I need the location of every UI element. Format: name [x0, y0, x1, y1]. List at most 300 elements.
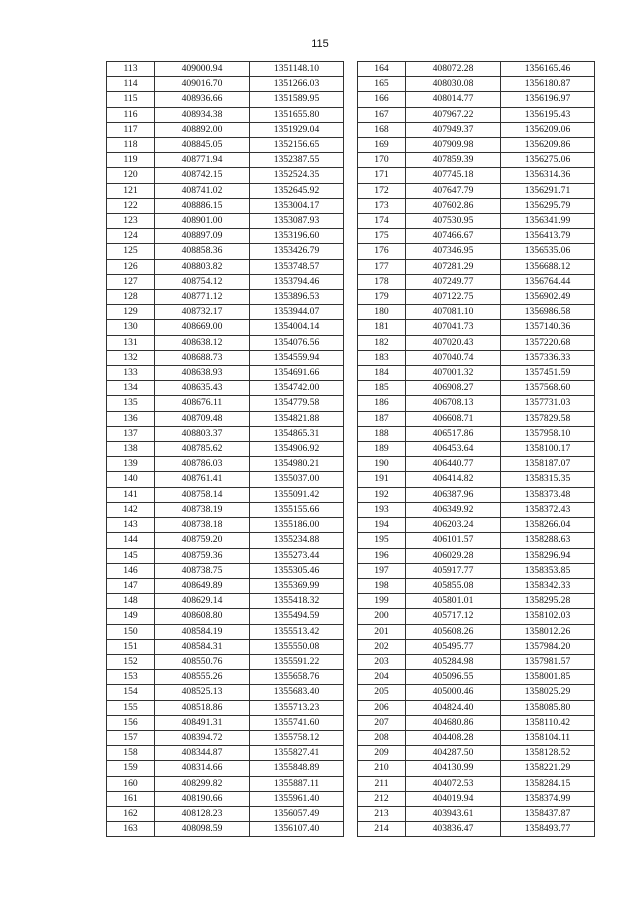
y-coordinate-cell: 1357336.33	[501, 350, 595, 365]
table-row	[358, 274, 595, 289]
y-coordinate-cell: 1356057.49	[250, 806, 344, 821]
y-coordinate-cell: 1351266.03	[250, 77, 344, 92]
point-number-cell: 150	[107, 624, 155, 639]
table-row	[107, 685, 344, 700]
y-coordinate-cell: 1354779.58	[250, 396, 344, 411]
point-number-cell: 152	[107, 654, 155, 669]
table-row	[358, 624, 595, 639]
y-coordinate-cell: 1358315.35	[501, 472, 595, 487]
y-coordinate-cell: 1357568.60	[501, 381, 595, 396]
x-coordinate-cell: 408858.36	[155, 244, 250, 259]
y-coordinate-cell: 1355713.23	[250, 700, 344, 715]
y-coordinate-cell: 1358296.94	[501, 548, 595, 563]
y-coordinate-cell: 1356413.79	[501, 229, 595, 244]
y-coordinate-cell: 1356195.43	[501, 107, 595, 122]
x-coordinate-cell: 408786.03	[155, 457, 250, 472]
x-coordinate-cell: 407281.29	[406, 259, 501, 274]
point-number-cell: 136	[107, 411, 155, 426]
y-coordinate-cell: 1358221.29	[501, 761, 595, 776]
x-coordinate-cell: 404680.86	[406, 715, 501, 730]
y-coordinate-cell: 1354559.94	[250, 350, 344, 365]
table-row	[107, 153, 344, 168]
table-row	[358, 806, 595, 821]
y-coordinate-cell: 1351655.80	[250, 107, 344, 122]
table-row	[358, 138, 595, 153]
x-coordinate-cell: 408518.86	[155, 700, 250, 715]
x-coordinate-cell: 408803.37	[155, 426, 250, 441]
table-row	[358, 548, 595, 563]
point-number-cell: 190	[358, 457, 406, 472]
point-number-cell: 153	[107, 670, 155, 685]
table-row	[358, 761, 595, 776]
table-row	[358, 411, 595, 426]
table-row	[358, 700, 595, 715]
point-number-cell: 169	[358, 138, 406, 153]
x-coordinate-cell: 408525.13	[155, 685, 250, 700]
x-coordinate-cell: 406203.24	[406, 518, 501, 533]
x-coordinate-cell: 408709.48	[155, 411, 250, 426]
table-row	[358, 487, 595, 502]
y-coordinate-cell: 1355186.00	[250, 518, 344, 533]
point-number-cell: 133	[107, 366, 155, 381]
y-coordinate-cell: 1353196.60	[250, 229, 344, 244]
y-coordinate-cell: 1358104.11	[501, 730, 595, 745]
y-coordinate-cell: 1355273.44	[250, 548, 344, 563]
y-coordinate-cell: 1355758.12	[250, 730, 344, 745]
y-coordinate-cell: 1356295.79	[501, 198, 595, 213]
table-row	[358, 320, 595, 335]
point-number-cell: 196	[358, 548, 406, 563]
table-row	[358, 183, 595, 198]
x-coordinate-cell: 408761.41	[155, 472, 250, 487]
point-number-cell: 205	[358, 685, 406, 700]
table-row	[358, 122, 595, 137]
x-coordinate-cell: 409000.94	[155, 62, 250, 77]
page-number: 115	[311, 38, 329, 50]
point-number-cell: 154	[107, 685, 155, 700]
table-row	[107, 624, 344, 639]
table-row	[107, 822, 344, 837]
point-number-cell: 199	[358, 594, 406, 609]
y-coordinate-cell: 1357981.57	[501, 654, 595, 669]
y-coordinate-cell: 1356535.06	[501, 244, 595, 259]
x-coordinate-cell: 405855.08	[406, 578, 501, 593]
point-number-cell: 198	[358, 578, 406, 593]
point-number-cell: 126	[107, 259, 155, 274]
x-coordinate-cell: 408629.14	[155, 594, 250, 609]
table-row	[358, 442, 595, 457]
y-coordinate-cell: 1356314.36	[501, 168, 595, 183]
y-coordinate-cell: 1355494.59	[250, 609, 344, 624]
y-coordinate-cell: 1357731.03	[501, 396, 595, 411]
table-row	[107, 244, 344, 259]
point-number-cell: 129	[107, 305, 155, 320]
table-row	[107, 259, 344, 274]
point-number-cell: 132	[107, 350, 155, 365]
y-coordinate-cell: 1356165.46	[501, 62, 595, 77]
table-row	[107, 426, 344, 441]
table-row	[107, 746, 344, 761]
x-coordinate-cell: 408897.09	[155, 229, 250, 244]
table-row	[107, 654, 344, 669]
point-number-cell: 122	[107, 198, 155, 213]
point-number-cell: 176	[358, 244, 406, 259]
x-coordinate-cell: 407249.77	[406, 274, 501, 289]
point-number-cell: 160	[107, 776, 155, 791]
table-row	[358, 502, 595, 517]
y-coordinate-cell: 1355155.66	[250, 502, 344, 517]
table-row	[107, 305, 344, 320]
x-coordinate-cell: 408584.31	[155, 639, 250, 654]
table-row	[358, 396, 595, 411]
x-coordinate-cell: 406414.82	[406, 472, 501, 487]
point-number-cell: 144	[107, 533, 155, 548]
table-row	[358, 654, 595, 669]
table-row	[107, 594, 344, 609]
point-number-cell: 211	[358, 776, 406, 791]
table-row	[107, 274, 344, 289]
point-number-cell: 163	[107, 822, 155, 837]
table-row	[107, 62, 344, 77]
x-coordinate-cell: 403836.47	[406, 822, 501, 837]
point-number-cell: 178	[358, 274, 406, 289]
point-number-cell: 164	[358, 62, 406, 77]
point-number-cell: 135	[107, 396, 155, 411]
point-number-cell: 141	[107, 487, 155, 502]
y-coordinate-cell: 1355550.08	[250, 639, 344, 654]
y-coordinate-cell: 1358353.85	[501, 563, 595, 578]
point-number-cell: 151	[107, 639, 155, 654]
point-number-cell: 192	[358, 487, 406, 502]
x-coordinate-cell: 405000.46	[406, 685, 501, 700]
y-coordinate-cell: 1353896.53	[250, 290, 344, 305]
y-coordinate-cell: 1356764.44	[501, 274, 595, 289]
y-coordinate-cell: 1355591.22	[250, 654, 344, 669]
point-number-cell: 165	[358, 77, 406, 92]
y-coordinate-cell: 1358128.52	[501, 746, 595, 761]
y-coordinate-cell: 1352645.92	[250, 183, 344, 198]
point-number-cell: 159	[107, 761, 155, 776]
table-row	[107, 122, 344, 137]
x-coordinate-cell: 408845.05	[155, 138, 250, 153]
table-row	[107, 533, 344, 548]
table-row	[107, 381, 344, 396]
y-coordinate-cell: 1358102.03	[501, 609, 595, 624]
y-coordinate-cell: 1355513.42	[250, 624, 344, 639]
y-coordinate-cell: 1357958.10	[501, 426, 595, 441]
table-row	[107, 335, 344, 350]
table-row	[358, 107, 595, 122]
table-row	[358, 77, 595, 92]
table-row	[107, 198, 344, 213]
x-coordinate-cell: 408584.19	[155, 624, 250, 639]
y-coordinate-cell: 1351148.10	[250, 62, 344, 77]
x-coordinate-cell: 408299.82	[155, 776, 250, 791]
y-coordinate-cell: 1352156.65	[250, 138, 344, 153]
x-coordinate-cell: 408688.73	[155, 350, 250, 365]
x-coordinate-cell: 407001.32	[406, 366, 501, 381]
y-coordinate-cell: 1355037.00	[250, 472, 344, 487]
x-coordinate-cell: 408738.19	[155, 502, 250, 517]
x-coordinate-cell: 404072.53	[406, 776, 501, 791]
point-number-cell: 146	[107, 563, 155, 578]
x-coordinate-cell: 405284.98	[406, 654, 501, 669]
y-coordinate-cell: 1355848.89	[250, 761, 344, 776]
point-number-cell: 128	[107, 290, 155, 305]
x-coordinate-cell: 408741.02	[155, 183, 250, 198]
point-number-cell: 118	[107, 138, 155, 153]
point-number-cell: 207	[358, 715, 406, 730]
x-coordinate-cell: 407040.74	[406, 350, 501, 365]
point-number-cell: 212	[358, 791, 406, 806]
y-coordinate-cell: 1358266.04	[501, 518, 595, 533]
table-row	[107, 457, 344, 472]
y-coordinate-cell: 1355887.11	[250, 776, 344, 791]
table-row	[358, 822, 595, 837]
y-coordinate-cell: 1355961.40	[250, 791, 344, 806]
x-coordinate-cell: 407949.37	[406, 122, 501, 137]
y-coordinate-cell: 1354742.00	[250, 381, 344, 396]
x-coordinate-cell: 408732.17	[155, 305, 250, 320]
table-row	[107, 609, 344, 624]
x-coordinate-cell: 408759.36	[155, 548, 250, 563]
table-row	[107, 715, 344, 730]
point-number-cell: 137	[107, 426, 155, 441]
x-coordinate-cell: 408771.94	[155, 153, 250, 168]
point-number-cell: 173	[358, 198, 406, 213]
y-coordinate-cell: 1356209.06	[501, 122, 595, 137]
x-coordinate-cell: 409016.70	[155, 77, 250, 92]
point-number-cell: 127	[107, 274, 155, 289]
table-row	[107, 229, 344, 244]
x-coordinate-cell: 407530.95	[406, 214, 501, 229]
table-row	[107, 366, 344, 381]
x-coordinate-cell: 408608.80	[155, 609, 250, 624]
x-coordinate-cell: 404824.40	[406, 700, 501, 715]
table-row	[358, 578, 595, 593]
x-coordinate-cell: 407909.98	[406, 138, 501, 153]
x-coordinate-cell: 406708.13	[406, 396, 501, 411]
table-row	[358, 62, 595, 77]
table-row	[358, 153, 595, 168]
x-coordinate-cell: 408344.87	[155, 746, 250, 761]
table-row	[107, 396, 344, 411]
x-coordinate-cell: 408550.76	[155, 654, 250, 669]
x-coordinate-cell: 405801.01	[406, 594, 501, 609]
x-coordinate-cell: 408491.31	[155, 715, 250, 730]
y-coordinate-cell: 1353748.57	[250, 259, 344, 274]
point-number-cell: 213	[358, 806, 406, 821]
table-row	[358, 214, 595, 229]
point-number-cell: 188	[358, 426, 406, 441]
point-number-cell: 168	[358, 122, 406, 137]
y-coordinate-cell: 1356688.12	[501, 259, 595, 274]
table-row	[358, 168, 595, 183]
table-row	[107, 472, 344, 487]
y-coordinate-cell: 1358288.63	[501, 533, 595, 548]
y-coordinate-cell: 1356902.49	[501, 290, 595, 305]
x-coordinate-cell: 408754.12	[155, 274, 250, 289]
y-coordinate-cell: 1351929.04	[250, 122, 344, 137]
table-row	[358, 472, 595, 487]
table-row	[107, 183, 344, 198]
table-row	[107, 92, 344, 107]
y-coordinate-cell: 1355418.32	[250, 594, 344, 609]
x-coordinate-cell: 404408.28	[406, 730, 501, 745]
point-number-cell: 177	[358, 259, 406, 274]
point-number-cell: 114	[107, 77, 155, 92]
x-coordinate-cell: 404130.99	[406, 761, 501, 776]
table-row	[107, 806, 344, 821]
y-coordinate-cell: 1358085.80	[501, 700, 595, 715]
x-coordinate-cell: 406608.71	[406, 411, 501, 426]
point-number-cell: 214	[358, 822, 406, 837]
y-coordinate-cell: 1356275.06	[501, 153, 595, 168]
table-row	[107, 107, 344, 122]
y-coordinate-cell: 1356986.58	[501, 305, 595, 320]
y-coordinate-cell: 1358437.87	[501, 806, 595, 821]
x-coordinate-cell: 408128.23	[155, 806, 250, 821]
y-coordinate-cell: 1355305.46	[250, 563, 344, 578]
x-coordinate-cell: 406387.96	[406, 487, 501, 502]
y-coordinate-cell: 1358493.77	[501, 822, 595, 837]
point-number-cell: 189	[358, 442, 406, 457]
x-coordinate-cell: 408936.66	[155, 92, 250, 107]
y-coordinate-cell: 1354691.66	[250, 366, 344, 381]
point-number-cell: 197	[358, 563, 406, 578]
y-coordinate-cell: 1353004.17	[250, 198, 344, 213]
point-number-cell: 143	[107, 518, 155, 533]
coordinates-table-right	[357, 61, 595, 837]
table-row	[358, 715, 595, 730]
table-row	[107, 487, 344, 502]
table-row	[107, 518, 344, 533]
x-coordinate-cell: 408803.82	[155, 259, 250, 274]
point-number-cell: 170	[358, 153, 406, 168]
table-row	[358, 730, 595, 745]
y-coordinate-cell: 1351589.95	[250, 92, 344, 107]
point-number-cell: 147	[107, 578, 155, 593]
x-coordinate-cell: 406517.86	[406, 426, 501, 441]
y-coordinate-cell: 1355234.88	[250, 533, 344, 548]
point-number-cell: 113	[107, 62, 155, 77]
x-coordinate-cell: 406349.92	[406, 502, 501, 517]
point-number-cell: 124	[107, 229, 155, 244]
point-number-cell: 116	[107, 107, 155, 122]
x-coordinate-cell: 408758.14	[155, 487, 250, 502]
table-row	[107, 776, 344, 791]
y-coordinate-cell: 1356341.99	[501, 214, 595, 229]
x-coordinate-cell: 405495.77	[406, 639, 501, 654]
y-coordinate-cell: 1354980.21	[250, 457, 344, 472]
x-coordinate-cell: 406029.28	[406, 548, 501, 563]
x-coordinate-cell: 408030.08	[406, 77, 501, 92]
table-row	[107, 442, 344, 457]
table-row	[358, 244, 595, 259]
point-number-cell: 149	[107, 609, 155, 624]
x-coordinate-cell: 407859.39	[406, 153, 501, 168]
y-coordinate-cell: 1356291.71	[501, 183, 595, 198]
point-number-cell: 172	[358, 183, 406, 198]
table-row	[107, 548, 344, 563]
table-row	[358, 290, 595, 305]
point-number-cell: 131	[107, 335, 155, 350]
point-number-cell: 120	[107, 168, 155, 183]
point-number-cell: 145	[107, 548, 155, 563]
x-coordinate-cell: 408190.66	[155, 791, 250, 806]
point-number-cell: 121	[107, 183, 155, 198]
y-coordinate-cell: 1354906.92	[250, 442, 344, 457]
x-coordinate-cell: 408394.72	[155, 730, 250, 745]
y-coordinate-cell: 1357220.68	[501, 335, 595, 350]
x-coordinate-cell: 408738.75	[155, 563, 250, 578]
point-number-cell: 185	[358, 381, 406, 396]
table-row	[358, 518, 595, 533]
y-coordinate-cell: 1353426.79	[250, 244, 344, 259]
point-number-cell: 134	[107, 381, 155, 396]
y-coordinate-cell: 1353087.93	[250, 214, 344, 229]
x-coordinate-cell: 407081.10	[406, 305, 501, 320]
table-row	[107, 791, 344, 806]
table-row	[358, 229, 595, 244]
x-coordinate-cell: 408886.15	[155, 198, 250, 213]
point-number-cell: 181	[358, 320, 406, 335]
x-coordinate-cell: 405917.77	[406, 563, 501, 578]
point-number-cell: 210	[358, 761, 406, 776]
x-coordinate-cell: 407020.43	[406, 335, 501, 350]
x-coordinate-cell: 407745.18	[406, 168, 501, 183]
point-number-cell: 182	[358, 335, 406, 350]
point-number-cell: 115	[107, 92, 155, 107]
x-coordinate-cell: 408934.38	[155, 107, 250, 122]
table-row	[107, 411, 344, 426]
x-coordinate-cell: 408669.00	[155, 320, 250, 335]
table-row	[107, 761, 344, 776]
x-coordinate-cell: 405096.55	[406, 670, 501, 685]
coordinates-table-left	[106, 61, 344, 837]
table-row	[358, 685, 595, 700]
point-number-cell: 179	[358, 290, 406, 305]
point-number-cell: 140	[107, 472, 155, 487]
table-row	[107, 290, 344, 305]
point-number-cell: 138	[107, 442, 155, 457]
table-row	[107, 578, 344, 593]
point-number-cell: 166	[358, 92, 406, 107]
x-coordinate-cell: 408314.66	[155, 761, 250, 776]
point-number-cell: 200	[358, 609, 406, 624]
x-coordinate-cell: 406908.27	[406, 381, 501, 396]
point-number-cell: 180	[358, 305, 406, 320]
y-coordinate-cell: 1358110.42	[501, 715, 595, 730]
point-number-cell: 209	[358, 746, 406, 761]
table-row	[358, 563, 595, 578]
table-row	[358, 335, 595, 350]
x-coordinate-cell: 408635.43	[155, 381, 250, 396]
y-coordinate-cell: 1355741.60	[250, 715, 344, 730]
x-coordinate-cell: 405608.26	[406, 624, 501, 639]
y-coordinate-cell: 1358372.43	[501, 502, 595, 517]
x-coordinate-cell: 408014.77	[406, 92, 501, 107]
x-coordinate-cell: 407647.79	[406, 183, 501, 198]
y-coordinate-cell: 1358373.48	[501, 487, 595, 502]
x-coordinate-cell: 406453.64	[406, 442, 501, 457]
table-row	[107, 700, 344, 715]
x-coordinate-cell: 408901.00	[155, 214, 250, 229]
x-coordinate-cell: 407346.95	[406, 244, 501, 259]
table-row	[107, 320, 344, 335]
y-coordinate-cell: 1358284.15	[501, 776, 595, 791]
y-coordinate-cell: 1358187.07	[501, 457, 595, 472]
